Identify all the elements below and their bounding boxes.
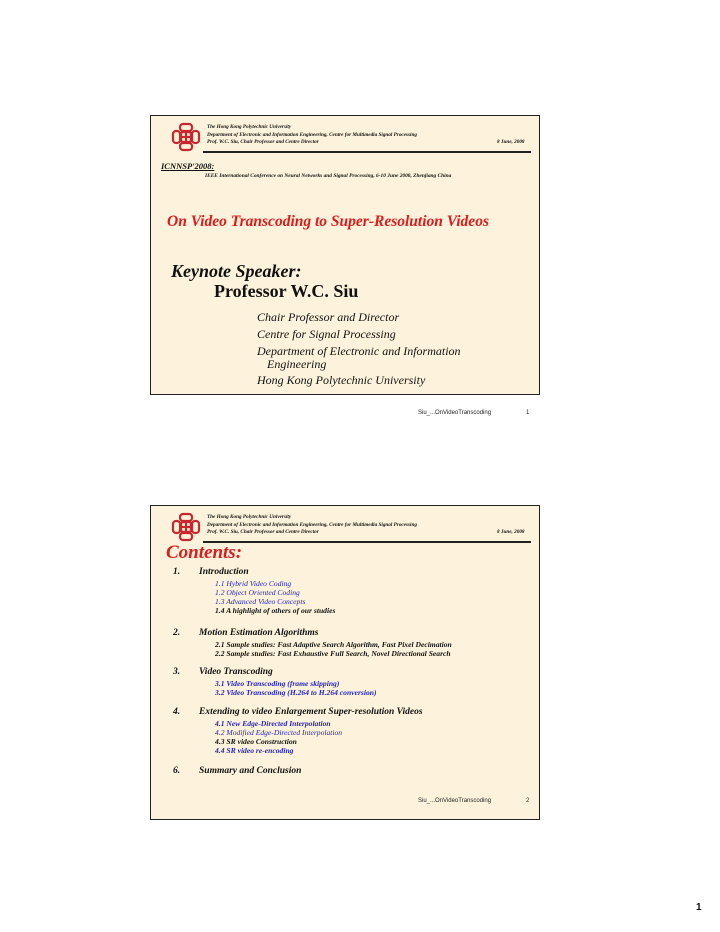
page-number: 1 [696,902,702,913]
slide-1 [150,115,540,416]
section-item: 1.2 Object Oriented Coding [215,588,300,597]
section-number: 6. [173,766,181,776]
talk-title: On Video Transcoding to Super-Resolution Videos [167,213,489,230]
header-divider [203,151,531,153]
affiliation-line: Department of Electronic and Information [257,344,461,358]
section-item: 1.3 Advanced Video Concepts [215,597,306,606]
section-item: 1.1 Hybrid Video Coding [215,579,292,588]
conference-label: ICNNSP'2008: [161,161,215,171]
affiliation-line: Engineering [267,357,327,371]
section-item: 4.4 SR video re-encoding [215,746,294,755]
header-date: 8 June, 2008 [497,139,525,145]
affiliation-line: Centre for Signal Processing [257,327,396,341]
section-item: 3.1 Video Transcoding (frame skipping) [215,679,340,688]
section-item: 4.3 SR video Construction [215,737,297,746]
affiliation-line: Chair Professor and Director [257,310,400,324]
slide-header [207,124,417,147]
contents-title: Contents: [166,542,243,563]
polyu-logo-icon [171,122,201,152]
section-title: Extending to video Enlargement Super-resolution Videos [199,707,423,717]
header-date: 8 June, 2008 [497,529,525,535]
section-title: Introduction [199,567,249,577]
slide-2 [150,505,540,820]
section-item: 3.2 Video Transcoding (H.264 to H.264 conversion) [215,688,377,697]
header-university: The Hong Kong Polytechnic University [207,124,292,130]
section-item: 2.2 Sample studies: Fast Exhaustive Full Search, Novel Directional Search [215,649,451,658]
header-department: Department of Electronic and Information Engineering, Centre for Multimedia Signal Processing [207,131,417,138]
header-university: The Hong Kong Polytechnic University [207,514,292,520]
header-author: Prof. W.C. Siu, Chair Professor and Centre Director [207,529,319,536]
keynote-label: Keynote Speaker: [171,261,302,281]
section-item: 4.2 Modified Edge-Directed Interpolation [215,728,343,737]
slide-footer: Siu_...OnVideoTranscoding [418,798,492,804]
section-item: 4.1 New Edge-Directed Interpolation [215,719,331,728]
polyu-logo-icon [171,512,201,542]
section-number: 4. [173,707,181,717]
conference-text: IEEE International Conference on Neural Networks and Signal Processing, 6-10 June 2008, Zhenjiang China [205,173,452,179]
header-divider [203,541,531,543]
header-author: Prof. W.C. Siu, Chair Professor and Centre Director [207,139,319,146]
speaker-name: Professor W.C. Siu [214,281,359,301]
section-title: Summary and Conclusion [199,766,302,776]
section-number: 2. [173,628,181,638]
slide-header [207,514,417,537]
section-item: 2.1 Sample studies: Fast Adaptive Search Algorithm, Fast Pixel Decimation [215,640,452,649]
section-number: 1. [173,567,181,577]
section-title: Video Transcoding [199,667,273,677]
section-item: 1.4 A highlight of others of our studies [215,606,336,615]
slide-page-number: 2 [526,798,530,804]
affiliation-line: Hong Kong Polytechnic University [257,373,426,387]
section-number: 3. [173,667,181,677]
header-department: Department of Electronic and Information Engineering, Centre for Multimedia Signal Processing [207,521,417,528]
slide-footer: Siu_...OnVideoTranscoding [418,410,492,416]
slide-page-number: 1 [526,410,530,416]
section-title: Motion Estimation Algorithms [199,628,319,638]
